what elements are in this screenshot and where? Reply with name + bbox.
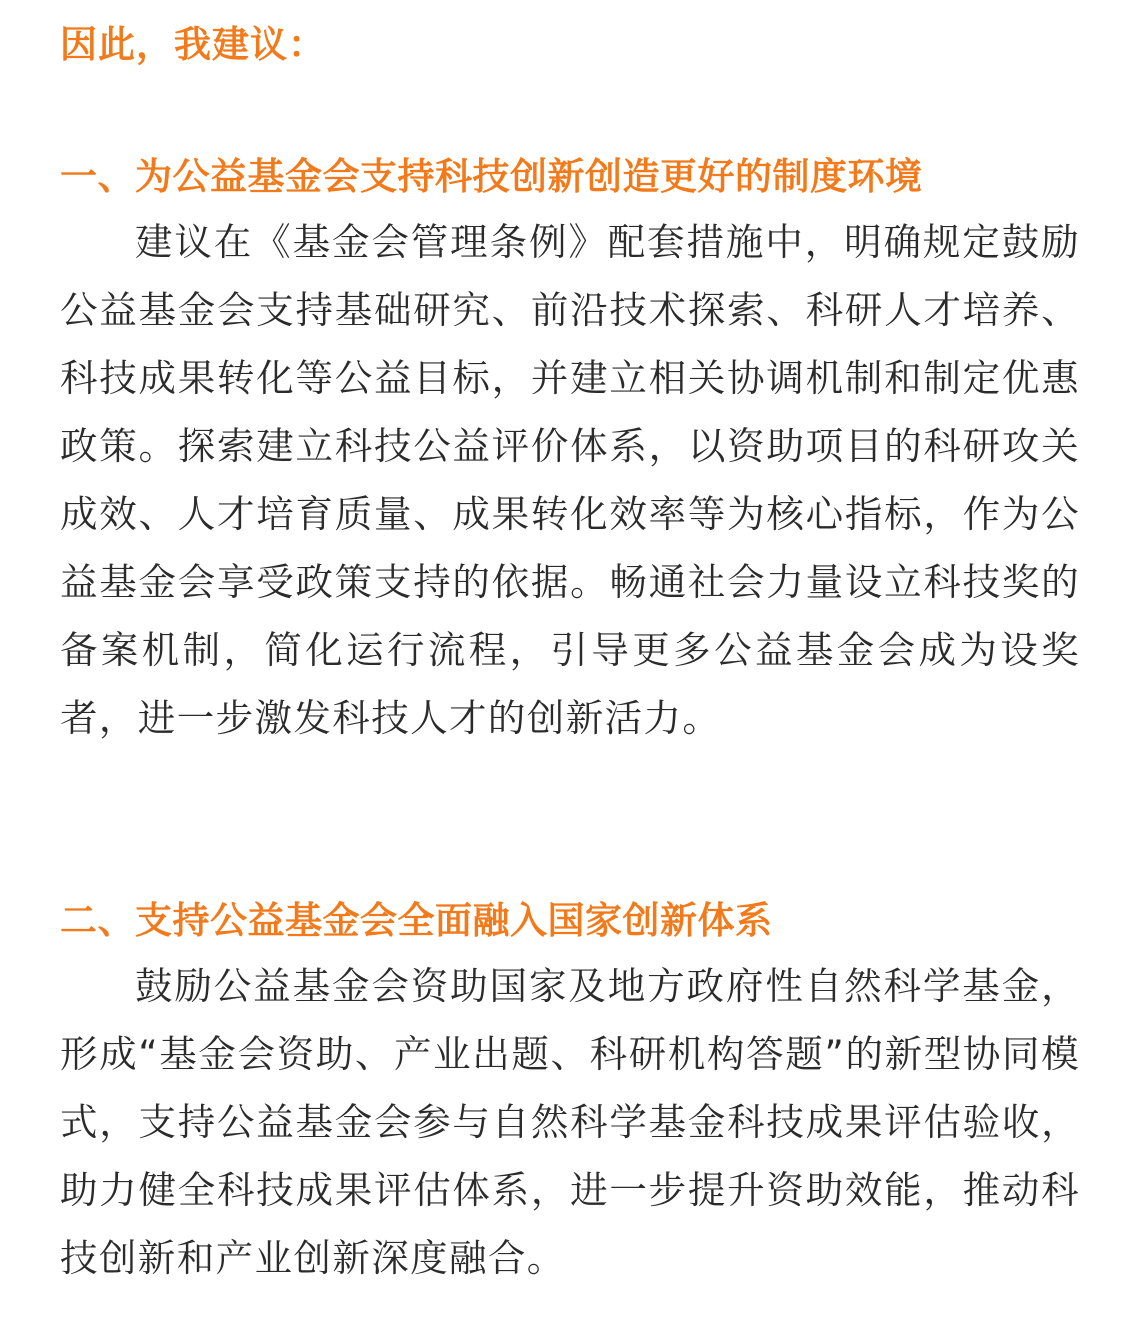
intro-heading: 因此，我建议： xyxy=(60,23,326,66)
section-2-paragraph: 鼓励公益基金会资助国家及地方政府性自然科学基金，形成“基金会资助、产业出题、科研机构答题”的新型协同模式，支持公益基金会参与自然科学基金科技成果评估验收，助力健全科技成果评估体系，进一步提升资助效能，推动科技创新和产业创新深度融合。 xyxy=(60,964,1080,1280)
section-1-heading: 一、为公益基金会支持科技创新创造更好的制度环境 xyxy=(60,155,923,198)
section-2-heading: 二、支持公益基金会全面融入国家创新体系 xyxy=(60,899,773,942)
section-1-paragraph: 建议在《基金会管理条例》配套措施中，明确规定鼓励公益基金会支持基础研究、前沿技术探索、科研人才培养、科技成果转化等公益目标，并建立相关协调机制和制定优惠政策。探索建立科技公益评价体系，以资助项目的科研攻关成效、人才培育质量、成果转化效率等为核心指标，作为公益基金会享受政策支持的依据。畅通社会力量设立科技奖的备案机制，简化运行流程，引导更多公益基金会成为设奖者，进一步激发科技人才的创新活力。 xyxy=(60,220,1080,740)
